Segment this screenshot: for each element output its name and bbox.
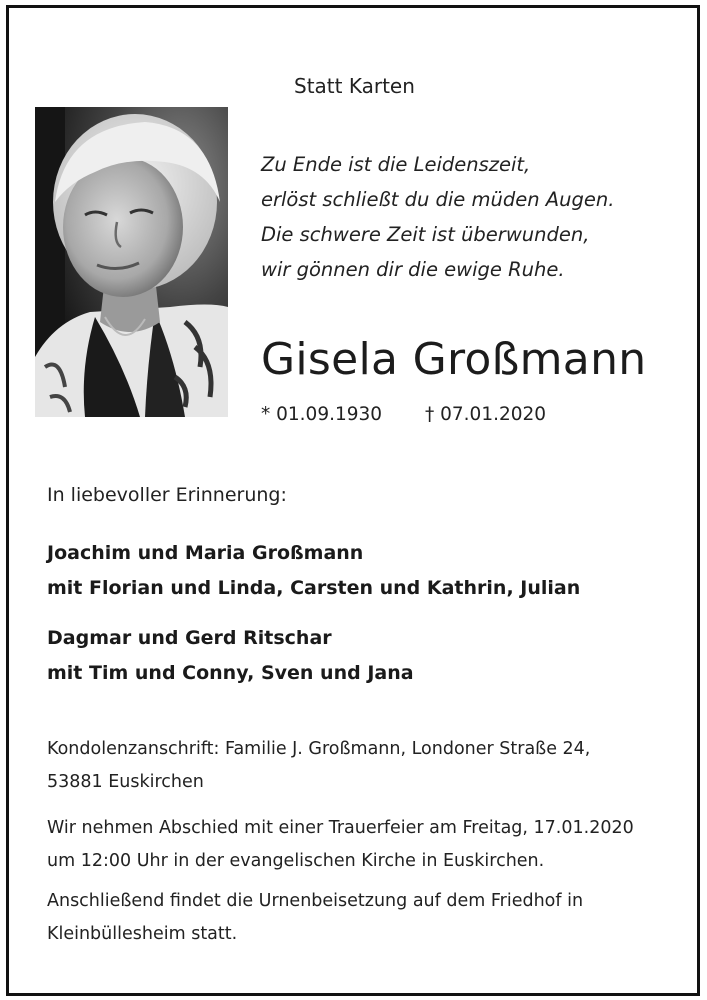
family-members: mit Tim und Conny, Sven und Jana: [47, 662, 414, 684]
family-group: [47, 621, 414, 691]
condolence-address: [47, 733, 590, 799]
condolence-line: Kondolenzanschrift: Familie J. Großmann, Londoner Straße 24,: [47, 739, 591, 759]
poem-line: wir gönnen dir die ewige Ruhe.: [261, 258, 565, 281]
ceremony-line: Wir nehmen Abschied mit einer Trauerfeier am Freitag, 17.01.2020: [47, 818, 634, 838]
family-names: Joachim und Maria Großmann: [47, 542, 364, 564]
ceremony-info: [47, 812, 634, 878]
birth-date: * 01.09.1930: [261, 404, 383, 425]
poem-line: erlöst schließt du die müden Augen.: [261, 188, 615, 211]
deceased-name: Gisela Großmann: [261, 334, 647, 385]
condolence-line: 53881 Euskirchen: [47, 772, 204, 792]
family-group: [47, 536, 580, 606]
portrait-photo-image: [35, 107, 228, 417]
poem: [261, 147, 614, 287]
portrait-photo: [35, 107, 228, 417]
family-members: mit Florian und Linda, Carsten und Kathrin, Julian: [47, 577, 581, 599]
poem-line: Zu Ende ist die Leidenszeit,: [261, 153, 531, 176]
burial-info: [47, 885, 583, 951]
burial-line: Anschließend findet die Urnenbeisetzung auf dem Friedhof in: [47, 891, 584, 911]
obituary-notice: [6, 5, 700, 996]
poem-line: Die schwere Zeit ist überwunden,: [261, 223, 590, 246]
memory-heading: In liebevoller Erinnerung:: [47, 484, 287, 506]
statt-karten-heading: Statt Karten: [294, 74, 415, 98]
death-date: † 07.01.2020: [425, 404, 547, 425]
family-names: Dagmar und Gerd Ritschar: [47, 627, 332, 649]
burial-line: Kleinbüllesheim statt.: [47, 924, 238, 944]
ceremony-line: um 12:00 Uhr in der evangelischen Kirche in Euskirchen.: [47, 851, 545, 871]
